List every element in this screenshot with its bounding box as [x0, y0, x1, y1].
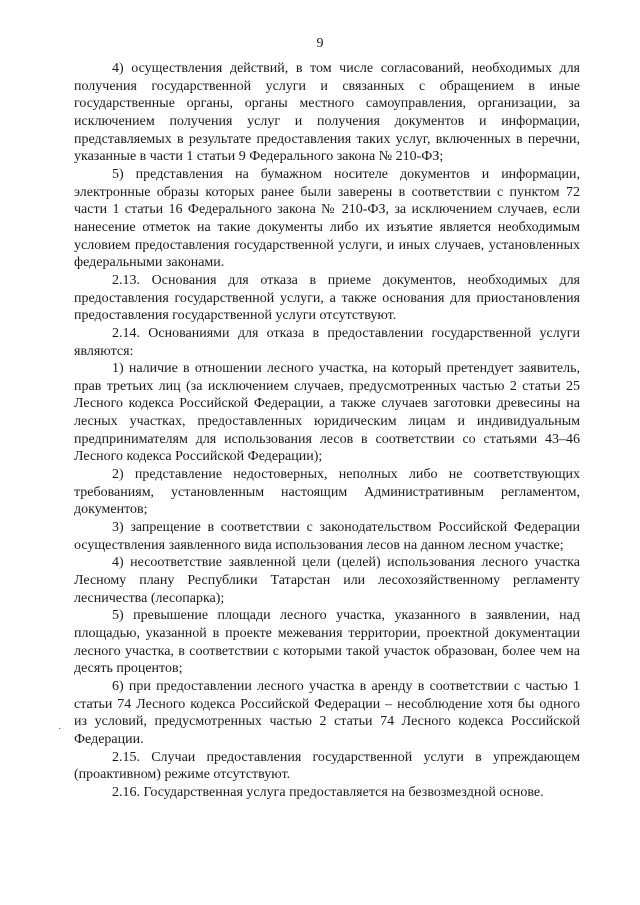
- stray-mark: ·: [58, 724, 62, 735]
- paragraph-item-4: 4) осуществления действий, в том числе согласований, необходимых для получения государственной услуги и связанных с обращением в иные государственные органы, органы местного самоуправления, организации, за исключением получения услуг и получения документов и информации, представляемых в результате предоставления таких услуг, включенных в перечни, указанные в части 1 статьи 9 Федерального закона № 210-ФЗ;: [74, 61, 580, 165]
- paragraph-section-2-14: 2.14. Основаниями для отказа в предоставлении государственной услуги являются:: [74, 325, 580, 359]
- paragraph-item-5: 5) представления на бумажном носителе документов и информации, электронные образы которых ранее были заверены в соответствии с пунктом 72 части 1 статьи 16 Федерального закона № 210-ФЗ, за исключением случаев, если нанесение отметок на такие документы либо их изъятие является необходимым условием предоставления государственной услуги, и иных случаев, установленных федеральными законами.: [74, 166, 580, 271]
- paragraph-ground-4: 4) несоответствие заявленной цели (целей) использования лесного участка Лесному плану Республики Татарстан или лесохозяйственному регламенту лесничества (лесопарка);: [74, 555, 580, 606]
- paragraph-section-2-15: 2.15. Случаи предоставления государственной услуги в упреждающем (проактивном) режиме отсутствуют.: [74, 749, 580, 783]
- document-body: [74, 60, 580, 802]
- paragraph-ground-1: 1) наличие в отношении лесного участка, на который претендует заявитель, прав третьих лиц (за исключением случаев, предусмотренных частью 2 статьи 25 Лесного кодекса Российской Федерации, а также случаев заготовки древесины на лесных участках, предоставленных юридическим лицам и индивидуальным предпринимателям для использования лесов в соответствии со статьями 43–46 Лесного кодекса Российской Федерации);: [74, 361, 580, 465]
- page-number: 9: [316, 36, 324, 51]
- paragraph-section-2-16: 2.16. Государственная услуга предоставляется на безвозмездной основе.: [112, 784, 544, 800]
- paragraph-ground-5: 5) превышение площади лесного участка, указанного в заявлении, над площадью, указанной в проекте межевания территории, проектной документации лесного участка, в соответствии с которыми такой участок образован, более чем на десять процентов;: [74, 608, 580, 677]
- paragraph-section-2-13: 2.13. Основания для отказа в приеме документов, необходимых для предоставления государственной услуги, а также основания для приостановления предоставления государственной услуги отсутствуют.: [74, 272, 580, 324]
- paragraph-ground-2: 2) представление недостоверных, неполных либо не соответствующих требованиям, установленным настоящим Административным регламентом, документов;: [74, 467, 580, 518]
- paragraph-ground-3: 3) запрещение в соответствии с законодательством Российской Федерации осуществления заявленного вида использования лесов на данном лесном участке;: [74, 520, 580, 553]
- paragraph-ground-6: 6) при предоставлении лесного участка в аренду в соответствии с частью 1 статьи 74 Лесного кодекса Российской Федерации – несоблюдение хотя бы одного из условий, предусмотренных частью 2 статьи 74 Лесного кодекса Российской Федерации.: [74, 678, 580, 747]
